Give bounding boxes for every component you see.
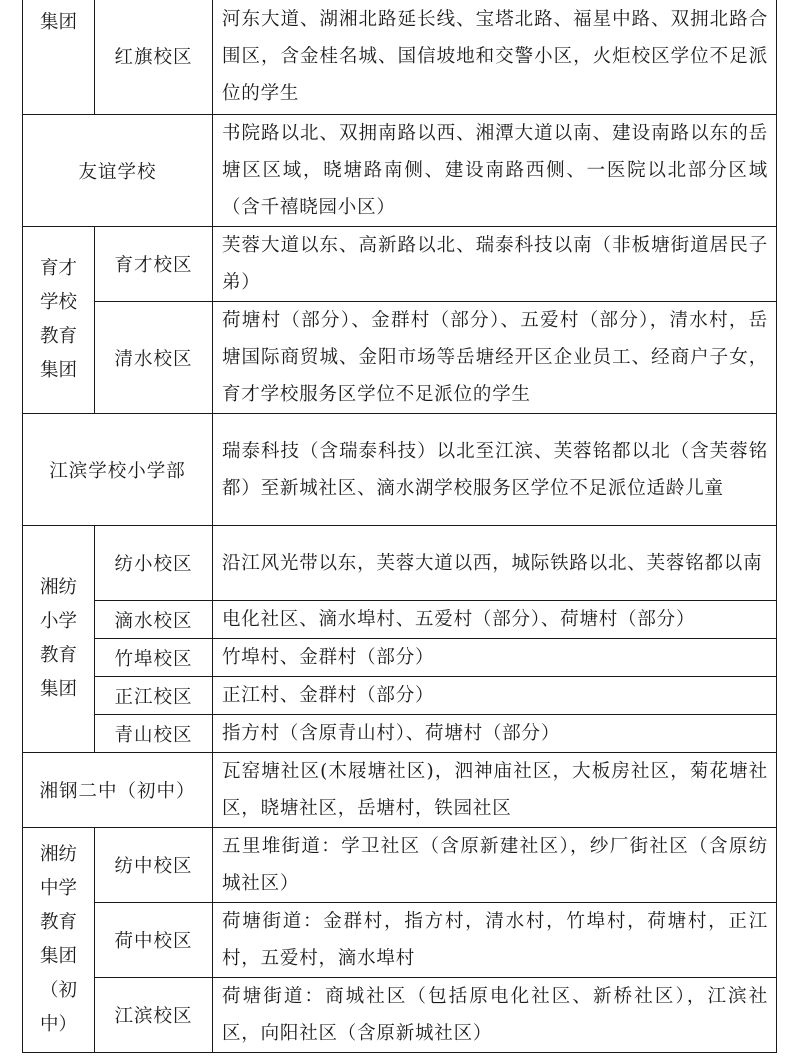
service-area-cell: 荷塘街道：商城社区（包括原电化社区、新桥社区），江滨社区，向阳社区（含原新城社区） bbox=[213, 978, 777, 1053]
service-area-cell: 河东大道、湖湘北路延长线、宝塔北路、福星中路、双拥北路合围区，含金桂名城、国信坡地和交警小区，火炬校区学位不足派位的学生 bbox=[213, 0, 777, 115]
campus-name-cell: 滴水校区 bbox=[95, 601, 213, 639]
campus-name-cell: 纺小校区 bbox=[95, 526, 213, 601]
group-name-line: 学校 bbox=[39, 292, 77, 313]
service-area-cell: 瓦窑塘社区(木屐塘社区)，泗神庙社区，大板房社区，菊花塘社区，晓塘社区，岳塘村，铁园社区 bbox=[213, 753, 777, 828]
group-name-line: 中学 bbox=[39, 878, 77, 899]
campus-name-cell: 正江校区 bbox=[95, 677, 213, 715]
campus-name-cell: 青山校区 bbox=[95, 715, 213, 753]
school-name-cell: 湘钢二中（初中） bbox=[23, 753, 213, 828]
group-name-line: 集团 bbox=[39, 360, 77, 381]
campus-name-cell: 清水校区 bbox=[95, 302, 213, 414]
table-row bbox=[23, 227, 777, 302]
service-area-cell: 竹埠村、金群村（部分） bbox=[213, 639, 777, 677]
table-row bbox=[23, 414, 777, 526]
education-group-cell bbox=[23, 828, 95, 1053]
table-row bbox=[23, 115, 777, 227]
table-row bbox=[23, 677, 777, 715]
table-row bbox=[23, 715, 777, 753]
group-name-line: 集团 bbox=[39, 12, 77, 33]
group-name-line: 集团 bbox=[39, 946, 77, 967]
campus-name-cell: 纺中校区 bbox=[95, 828, 213, 903]
group-name-line: 育才 bbox=[39, 258, 77, 279]
table-row bbox=[23, 526, 777, 601]
service-area-cell: 瑞泰科技（含瑞泰科技）以北至江滨、芙蓉铭都以北（含芙蓉铭都）至新城社区、滴水湖学校服务区学位不足派位适龄儿童 bbox=[213, 414, 777, 526]
service-area-cell: 沿江风光带以东，芙蓉大道以西，城际铁路以北、芙蓉铭都以南 bbox=[213, 526, 777, 601]
group-name-line: 湘纺 bbox=[39, 844, 77, 865]
campus-name-cell: 竹埠校区 bbox=[95, 639, 213, 677]
education-group-cell bbox=[23, 526, 95, 753]
group-name-line: 小学 bbox=[39, 611, 77, 632]
service-area-cell: 正江村、金群村（部分） bbox=[213, 677, 777, 715]
table-row bbox=[23, 0, 777, 115]
table-row bbox=[23, 601, 777, 639]
group-name-line: 教育 bbox=[39, 912, 77, 933]
school-name-cell: 友谊学校 bbox=[23, 115, 213, 227]
campus-name-cell: 江滨校区 bbox=[95, 978, 213, 1053]
group-name-line: （初 bbox=[39, 980, 77, 1001]
campus-name-cell: 红旗校区 bbox=[95, 0, 213, 115]
group-name-line: 集团 bbox=[39, 679, 77, 700]
service-area-cell: 指方村（含原青山村）、荷塘村（部分） bbox=[213, 715, 777, 753]
service-area-cell: 电化社区、滴水埠村、五爱村（部分）、荷塘村（部分） bbox=[213, 601, 777, 639]
group-name-line: 教育 bbox=[39, 645, 77, 666]
group-name-line: 教育 bbox=[39, 326, 77, 347]
campus-name-cell: 荷中校区 bbox=[95, 903, 213, 978]
service-area-cell: 五里堆街道：学卫社区（含原新建社区），纱厂街社区（含原纺城社区） bbox=[213, 828, 777, 903]
service-area-cell: 芙蓉大道以东、高新路以北、瑞泰科技以南（非板塘街道居民子弟） bbox=[213, 227, 777, 302]
service-area-cell: 荷塘街道：金群村，指方村，清水村，竹埠村，荷塘村，正江村，五爱村，滴水埠村 bbox=[213, 903, 777, 978]
school-zone-table bbox=[22, 0, 777, 1053]
service-area-cell: 书院路以北、双拥南路以西、湘潭大道以南、建设南路以东的岳塘区区域，晓塘路南侧、建设南路西侧、一医院以北部分区域（含千禧晓园小区） bbox=[213, 115, 777, 227]
group-name-line: 中） bbox=[39, 1014, 77, 1035]
table-row bbox=[23, 828, 777, 903]
campus-name-cell: 育才校区 bbox=[95, 227, 213, 302]
table-row bbox=[23, 903, 777, 978]
table-row bbox=[23, 639, 777, 677]
table-row bbox=[23, 753, 777, 828]
table-row bbox=[23, 302, 777, 414]
school-name-cell: 江滨学校小学部 bbox=[23, 414, 213, 526]
group-name-line: 湘纺 bbox=[39, 577, 77, 598]
education-group-cell bbox=[23, 0, 95, 115]
table-row bbox=[23, 978, 777, 1053]
service-area-cell: 荷塘村（部分）、金群村（部分）、五爱村（部分），清水村，岳塘国际商贸城、金阳市场等岳塘经开区企业员工、经商户子女，育才学校服务区学位不足派位的学生 bbox=[213, 302, 777, 414]
education-group-cell bbox=[23, 227, 95, 414]
